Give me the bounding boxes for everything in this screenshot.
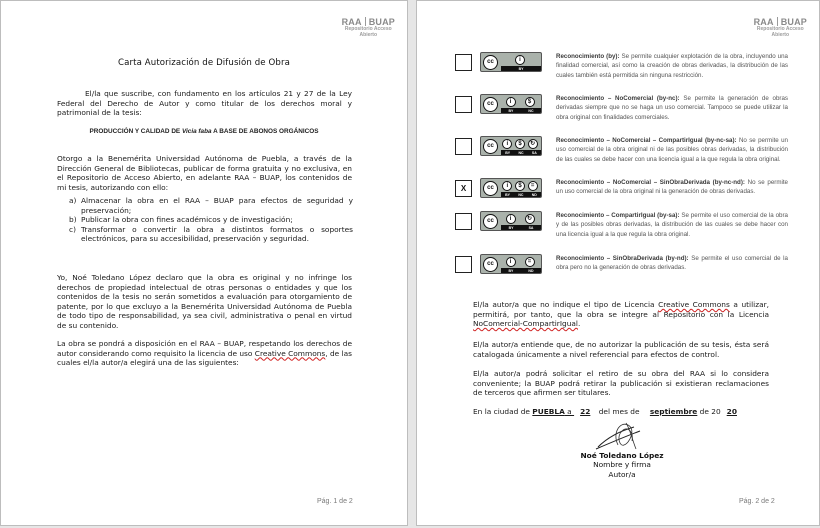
license-description: Reconocimiento – SinObraDerivada (by-nd): Se permite el uso comercial de la obra pero no la generación de obras derivadas. — [556, 255, 788, 272]
license-checkbox[interactable] — [455, 213, 472, 230]
thesis-title: PRODUCCIÓN Y CALIDAD DE Vicia faba A BASE DE ABONOS ORGÁNICOS — [89, 128, 319, 135]
role-label: Autor/a — [608, 469, 636, 479]
document-title: Carta Autorización de Difusión de Obra — [118, 58, 290, 68]
place-date-line: En la ciudad de PUEBLA a 22 del mes de septiembre de 20 20 — [473, 407, 773, 417]
license-option-by-sa — [455, 211, 797, 239]
license-checkbox[interactable] — [455, 138, 472, 155]
year-field[interactable]: 20 — [726, 407, 737, 416]
license-option-by-nc-nd — [455, 178, 797, 198]
cc-by-nc-nd-badge-icon: cc i $ = BY NC ND — [480, 178, 542, 198]
logo-subtitle-2: Abierto — [359, 31, 378, 38]
license-checkbox[interactable] — [455, 96, 472, 113]
cc-by-badge-icon: cc i BY — [480, 52, 542, 72]
authorization-list — [69, 196, 353, 244]
signer-name: Noé Toledano López — [580, 451, 664, 460]
signature-block — [567, 419, 677, 479]
city-field[interactable]: PUEBLA — [532, 407, 565, 416]
logo-buap: BUAP — [368, 17, 395, 27]
withdrawal-paragraph: El/la autor/a podrá solicitar el retiro de su obra del RAA si lo considera conveniente; la BUAP podrá retirar la publicación si existieran reclamaciones de terceros que afirmen ser titulares. — [473, 369, 769, 398]
intro-paragraph: El/la que suscribe, con fundamento en los artículos 21 y 27 de la Ley Federal del Derecho de Autor y como titular de los derechos moral y patrimonial de la tesis: — [57, 89, 352, 118]
default-license-paragraph: El/la autor/a que no indique el tipo de Licencia Creative Commons a utilizar, permitirá, por tanto, que la obra se integre al Repositorio con la Licencia NoComercial-CompartirIgual. — [473, 300, 770, 329]
list-item: a) Almacenar la obra en el RAA – BUAP para efectos de seguridad y preservación; — [69, 196, 353, 215]
license-description: Reconocimiento – NoComercial – CompartirIgual (by-nc-sa): No se permite un uso comercial de la obra original ni de las posibles obras derivadas, la distribución de las cuales se debe hacer con una licencia igual a la que regula la obra original. — [556, 137, 788, 163]
signature-label: Nombre y firma — [593, 460, 651, 469]
declaration-paragraph: Yo, Noé Toledano López declaro que la obra es original y no infringe los derechos de propiedad intelectual de otras personas o entidades y que los contenidos de la tesis no serán sometidos a evaluación para otorgamiento de patente, por lo que excluyo a la Benemérita Universidad Autónoma de Puebla de todo tipo de responsabilidad, ya sea civil, administrativa o penal en virtud de su contenido. — [57, 273, 352, 330]
license-option-by — [455, 52, 797, 80]
license-description: Reconocimiento – NoComercial (by-nc): Se permite la generación de obras derivadas siempre que no se haga un uso comercial. Tampoco se puede utilizar la obra original con finalidades comerciales. — [556, 95, 788, 121]
license-checkbox-selected[interactable]: X — [455, 180, 472, 197]
availability-paragraph: La obra se pondrá a disposición en el RAA – BUAP, respetando los derechos de autor considerando como requisito la licencia de uso Creative Commons, de las cuales el/la autor/a elegirá una de las siguientes: — [57, 339, 352, 368]
cc-by-nd-badge-icon: cc i = BY ND — [480, 254, 542, 274]
logo-subtitle: Repositorio Acceso — [344, 26, 392, 32]
handwritten-signature-icon — [590, 419, 654, 453]
logo-raa: RAA — [341, 17, 362, 27]
no-authorization-paragraph: El/la autor/a entiende que, de no autorizar la publicación de su tesis, ésta será catalogada únicamente a nivel referencial para efectos de control. — [473, 340, 769, 359]
list-item: b) Publicar la obra con fines académicos y de investigación; — [69, 215, 293, 225]
license-option-by-nc — [455, 94, 797, 122]
raa-buap-logo — [342, 17, 395, 38]
license-checkbox[interactable] — [455, 256, 472, 273]
document-page-1 — [0, 0, 408, 526]
document-page-2 — [416, 0, 820, 526]
license-option-by-nd — [455, 254, 797, 274]
license-checkbox[interactable] — [455, 54, 472, 71]
license-description: Reconocimiento (by): Se permite cualquier explotación de la obra, incluyendo una finalidad comercial, así como la creación de obras derivadas, la distribución de las cuales también está permitida sin ninguna restricción. — [556, 53, 788, 79]
license-option-by-nc-sa — [455, 136, 797, 164]
license-description: Reconocimiento – NoComercial – SinObraDerivada (by-nc-nd): No se permite un uso comercial de la obra original ni la generación de obras derivadas. — [556, 179, 789, 196]
cc-by-nc-badge-icon: cc i $ BY NC — [480, 94, 542, 114]
list-item: c) Transformar o convertir la obra a distintos formatos o soportes electrónicos, para su accesibilidad, preservación y seguridad. — [69, 224, 353, 244]
spellcheck-word: Creative Commons — [254, 348, 326, 358]
grant-paragraph: Otorgo a la Benemérita Universidad Autónoma de Puebla, a través de la Dirección General de Bibliotecas, publicar de forma gratuita y no exclusiva, en el Repositorio de Acceso Abierto, en adelante RAA – BUAP, los contenidos de mi tesis, autorizando con ello: — [57, 154, 352, 192]
page-number: Pág. 1 de 2 — [317, 498, 353, 505]
day-field[interactable]: 22 — [580, 407, 591, 416]
cc-by-sa-badge-icon: cc i ↻ BY SA — [480, 211, 542, 231]
month-field[interactable]: septiembre — [649, 407, 698, 416]
license-description: Reconocimiento – CompartirIgual (by-sa): Se permite el uso comercial de la obra y de las posibles obras derivadas, la distribución de las cuales se debe hacer con una licencia igual a la que regula la obra original. — [556, 212, 788, 238]
raa-buap-logo: RAA BUAP Repositorio Acceso Abierto — [753, 17, 807, 38]
page-number: Pág. 2 de 2 — [739, 498, 775, 505]
cc-by-nc-sa-badge-icon: cc i $ ↻ BY NC SA — [480, 136, 542, 156]
